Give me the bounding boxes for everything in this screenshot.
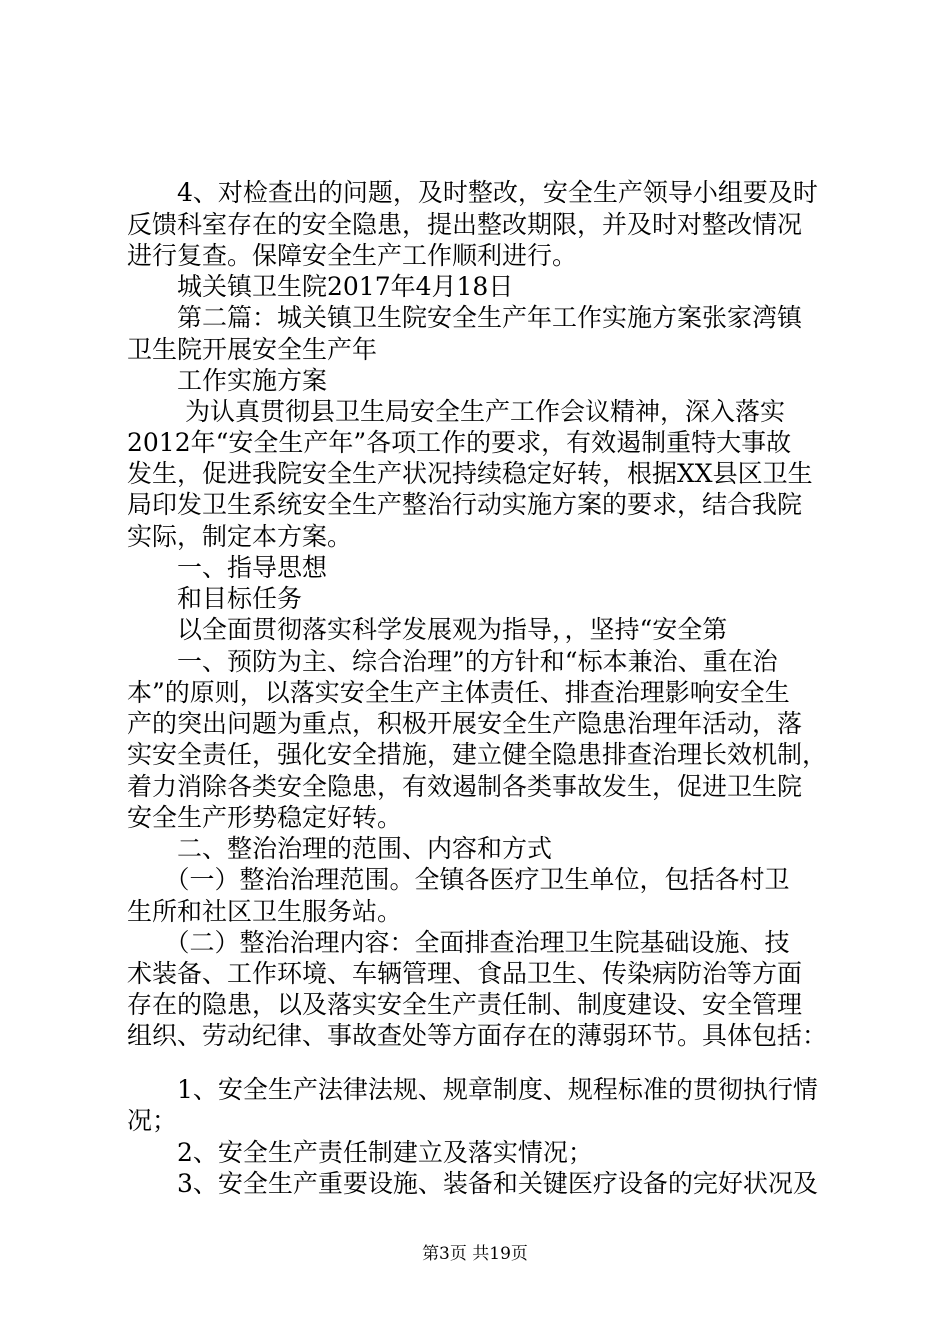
paragraph-line: 发生，促进我院安全生产状况持续稳定好转，根据XX县区卫生	[127, 459, 813, 488]
paragraph-line: 局印发卫生系统安全生产整治行动实施方案的要求，结合我院	[127, 490, 803, 519]
paragraph-line: 着力消除各类安全隐患，有效遏制各类事故发生，促进卫生院	[127, 772, 803, 801]
paragraph-line: （一）整治治理范围。全镇各医疗卫生单位，包括各村卫	[127, 865, 790, 894]
section-heading-line: 工作实施方案	[127, 366, 328, 395]
section-heading-line: 卫生院开展安全生产年	[127, 335, 378, 364]
paragraph-line: 产的突出问题为重点，积极开展安全生产隐患治理年活动，落	[127, 709, 803, 738]
paragraph-line: 安全生产形势稳定好转。	[127, 803, 403, 832]
paragraph-line: 生所和社区卫生服务站。	[127, 897, 403, 926]
paragraph-line: 本”的原则，以落实安全生产主体责任、排查治理影响安全生	[127, 678, 790, 707]
heading-line: 二、整治治理的范围、内容和方式	[127, 834, 553, 863]
paragraph-line: （二）整治治理内容：全面排查治理卫生院基础设施、技	[127, 928, 790, 957]
paragraph-line: 组织、劳动纪律、事故查处等方面存在的薄弱环节。具体包括：	[127, 1021, 828, 1050]
paragraph-line: 实安全责任，强化安全措施，建立健全隐患排查治理长效机制，	[127, 740, 828, 769]
paragraph-line: 4、对检查出的问题，及时整改，安全生产领导小组要及时	[127, 178, 818, 207]
list-item-line: 3、安全生产重要设施、装备和关键医疗设备的完好状况及	[127, 1169, 818, 1198]
list-item-line: 况；	[127, 1106, 178, 1135]
paragraph-line: 2012年“安全生产年”各项工作的要求，有效遏制重特大事故	[127, 428, 792, 457]
heading-line: 和目标任务	[127, 584, 303, 613]
paragraph-line: 为认真贯彻县卫生局安全生产工作会议精神，深入落实	[127, 397, 785, 426]
heading-line: 一、指导思想	[127, 553, 328, 582]
paragraph-line: 反馈科室存在的安全隐患，提出整改期限，并及时对整改情况	[127, 210, 803, 239]
list-item-line: 1、安全生产法律法规、规章制度、规程标准的贯彻执行情	[127, 1075, 818, 1104]
paragraph-line: 存在的隐患，以及落实安全生产责任制、制度建设、安全管理	[127, 990, 803, 1019]
paragraph-line: 以全面贯彻落实科学发展观为指导，，坚持“安全第	[127, 615, 728, 644]
signature-date-line: 城关镇卫生院2017年4月18日	[127, 272, 514, 301]
page-footer: 第3页 共19页	[422, 1244, 528, 1264]
paragraph-line: 实际，制定本方案。	[127, 522, 353, 551]
paragraph-line: 一、预防为主、综合治理”的方针和“标本兼治、重在治	[127, 647, 778, 676]
paragraph-line: 进行复查。保障安全生产工作顺利进行。	[127, 241, 578, 270]
section-heading-line: 第二篇：城关镇卫生院安全生产年工作实施方案张家湾镇	[127, 303, 803, 332]
list-item-line: 2、安全生产责任制建立及落实情况；	[127, 1138, 593, 1167]
paragraph-line: 术装备、工作环境、车辆管理、食品卫生、传染病防治等方面	[127, 959, 803, 988]
